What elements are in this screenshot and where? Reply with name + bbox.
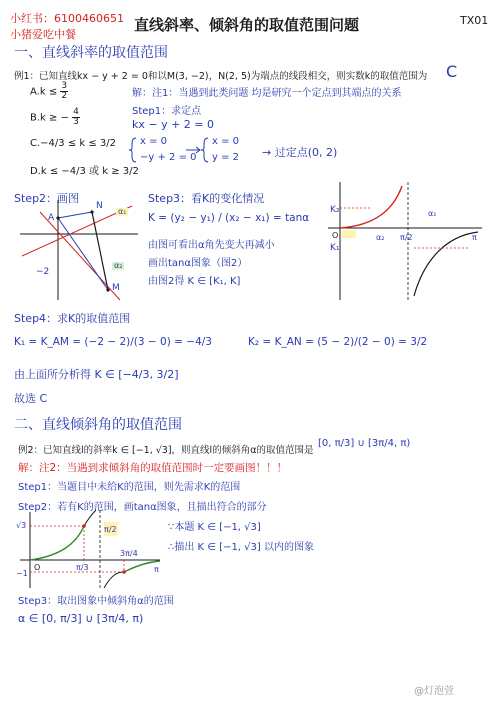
s2-note1: ∵本题 K ∈ [−1, √3] [168, 522, 261, 533]
step1-label: Step1：求定点 [132, 106, 202, 117]
step3-note2: 画出tanα图象（图2） [148, 258, 248, 269]
step3-label: Step3：看K的变化情况 [148, 192, 265, 205]
fig2-label-a1: α₁ [428, 209, 437, 218]
figure3-tan-range-graph [20, 510, 160, 588]
system-right-1: x = 0 [212, 136, 240, 147]
fig3-label-neg1: −1 [16, 569, 28, 578]
fig2-highlight [342, 230, 356, 238]
s2-note2: ∴描出 K ∈ [−1, √3] 以内的图象 [168, 542, 314, 553]
fig1-label-m: M [112, 283, 120, 293]
system-left-1: x = 0 [140, 136, 168, 147]
fig3-label-o: O [34, 563, 41, 572]
fig3-tan-branch-1 [30, 526, 84, 560]
fig1-point-m [106, 288, 109, 291]
watermark: @灯泡萱 [414, 686, 454, 697]
fig3-tan-branch-1-tail [84, 510, 96, 526]
option-d: D.k ≤ −4/3 或 k ≥ 3/2 [30, 166, 139, 177]
k1-computation: K₁ = K_AM = (−2 − 2)/(3 − 0) = −4/3 [14, 336, 212, 348]
fig1-line-red-2 [40, 212, 123, 300]
fig1-label-neg2: −2 [36, 267, 50, 277]
step2-label: Step2：画图 [14, 192, 80, 205]
s2-step1: Step1：当题目中未给K的范围，则先需求K的范围 [18, 482, 241, 493]
fig3-label-pi2: π/2 [104, 525, 117, 534]
solution-note2: 解：注2：当遇到求倾斜角的取值范围时一定要画图！！！ [18, 462, 288, 474]
fig1-point-n [90, 210, 93, 213]
step3-note1: 由图可看出α角先变大再减小 [148, 240, 275, 251]
arrow-system [186, 147, 200, 153]
doc-tag: TX01 [460, 14, 489, 27]
fig2-label-pi2: π/2 [400, 233, 413, 242]
s2-step3: Step3：取出图象中倾斜角α的范围 [18, 596, 174, 607]
option-a: A.k ≤ $\frac{3}{2}$ [30, 81, 68, 101]
solution-note1: 解：注1：当遇到此类问题 均是研究一个定点到其端点的关系 [132, 88, 402, 99]
system-left-2: −y + 2 = 0 [140, 152, 197, 163]
choose-answer: 故选 C [14, 392, 48, 405]
k-formula: K = (y₂ − y₁) / (x₂ − x₁) = tanα [148, 212, 310, 224]
fig1-label-a1: α₁ [118, 207, 127, 216]
example1-answer: C [446, 62, 458, 81]
step4-label: Step4：求K的取值范围 [14, 312, 131, 325]
fig3-point-pi34 [122, 570, 126, 574]
fig2-label-k1: K₁ [330, 243, 340, 253]
fig1-line-red-1 [22, 206, 132, 256]
author: 小猪爱吃中餐 [10, 28, 76, 41]
brace-right [201, 138, 208, 162]
example2-text: 例2：已知直线l的斜率k ∈ [−1, √3]，则直线l的倾斜角α的取值范围是 [18, 445, 314, 456]
example2-answer: [0, π/3] ∪ [3π/4, π) [318, 438, 411, 449]
section1-heading: 一、直线斜率的取值范围 [14, 45, 168, 61]
xhs-label: 小红书：6100460651 [10, 12, 124, 25]
fig2-tan-branch-2 [414, 232, 478, 296]
fig3-point-pi3 [82, 524, 86, 528]
fig1-point-a [56, 216, 59, 219]
fig2-label-k2: K₂ [330, 205, 340, 215]
section2-heading: 二、直线倾斜角的取值范围 [14, 417, 182, 433]
page-title: 直线斜率、倾斜角的取值范围问题 [134, 16, 360, 34]
s2-step2: Step2：若有K的范围，画tanα图象，且描出符合的部分 [18, 502, 267, 513]
s2-result: α ∈ [0, π/3] ∪ [3π/4, π) [18, 612, 144, 625]
fig1-label-a2: α₂ [114, 261, 123, 270]
fig2-label-o: O [332, 231, 339, 240]
fig3-label-pi34: 3π/4 [120, 549, 138, 558]
fig3-label-pi3: π/3 [76, 563, 89, 572]
option-c: C.−4/3 ≤ k ≤ 3/2 [30, 138, 117, 149]
k2-computation: K₂ = K_AN = (5 − 2)/(2 − 0) = 3/2 [248, 336, 428, 348]
fixed-point: → 过定点(0, 2) [262, 146, 338, 159]
fig1-label-n: N [96, 201, 103, 211]
step3-note3: 由图2得 K ∈ [K₁, K] [148, 276, 241, 287]
system-right-2: y = 2 [212, 152, 240, 163]
fig2-tan-branch-1 [340, 186, 402, 228]
fig2-label-pi: π [472, 233, 477, 242]
fig1-label-a: A [48, 213, 55, 223]
fig3-label-pi: π [154, 565, 159, 574]
conclusion: 由上面所分析得 K ∈ [−4/3, 3/2] [14, 368, 179, 381]
fig1-an [58, 212, 92, 218]
fig3-tan-branch-2-head [104, 572, 124, 588]
fig2-label-a2: α₂ [376, 233, 385, 242]
equation1: kx − y + 2 = 0 [132, 118, 215, 131]
example1-text: 例1：已知直线kx − y + 2 = 0和以M(3, −2)，N(2, 5)为端点的线段相交，则实数k的取值范围为 [14, 71, 428, 82]
option-b: B.k ≥ − $\frac{4}{3}$ [30, 107, 79, 127]
fig3-label-sqrt3: √3 [16, 521, 27, 530]
brace-left [129, 138, 136, 162]
